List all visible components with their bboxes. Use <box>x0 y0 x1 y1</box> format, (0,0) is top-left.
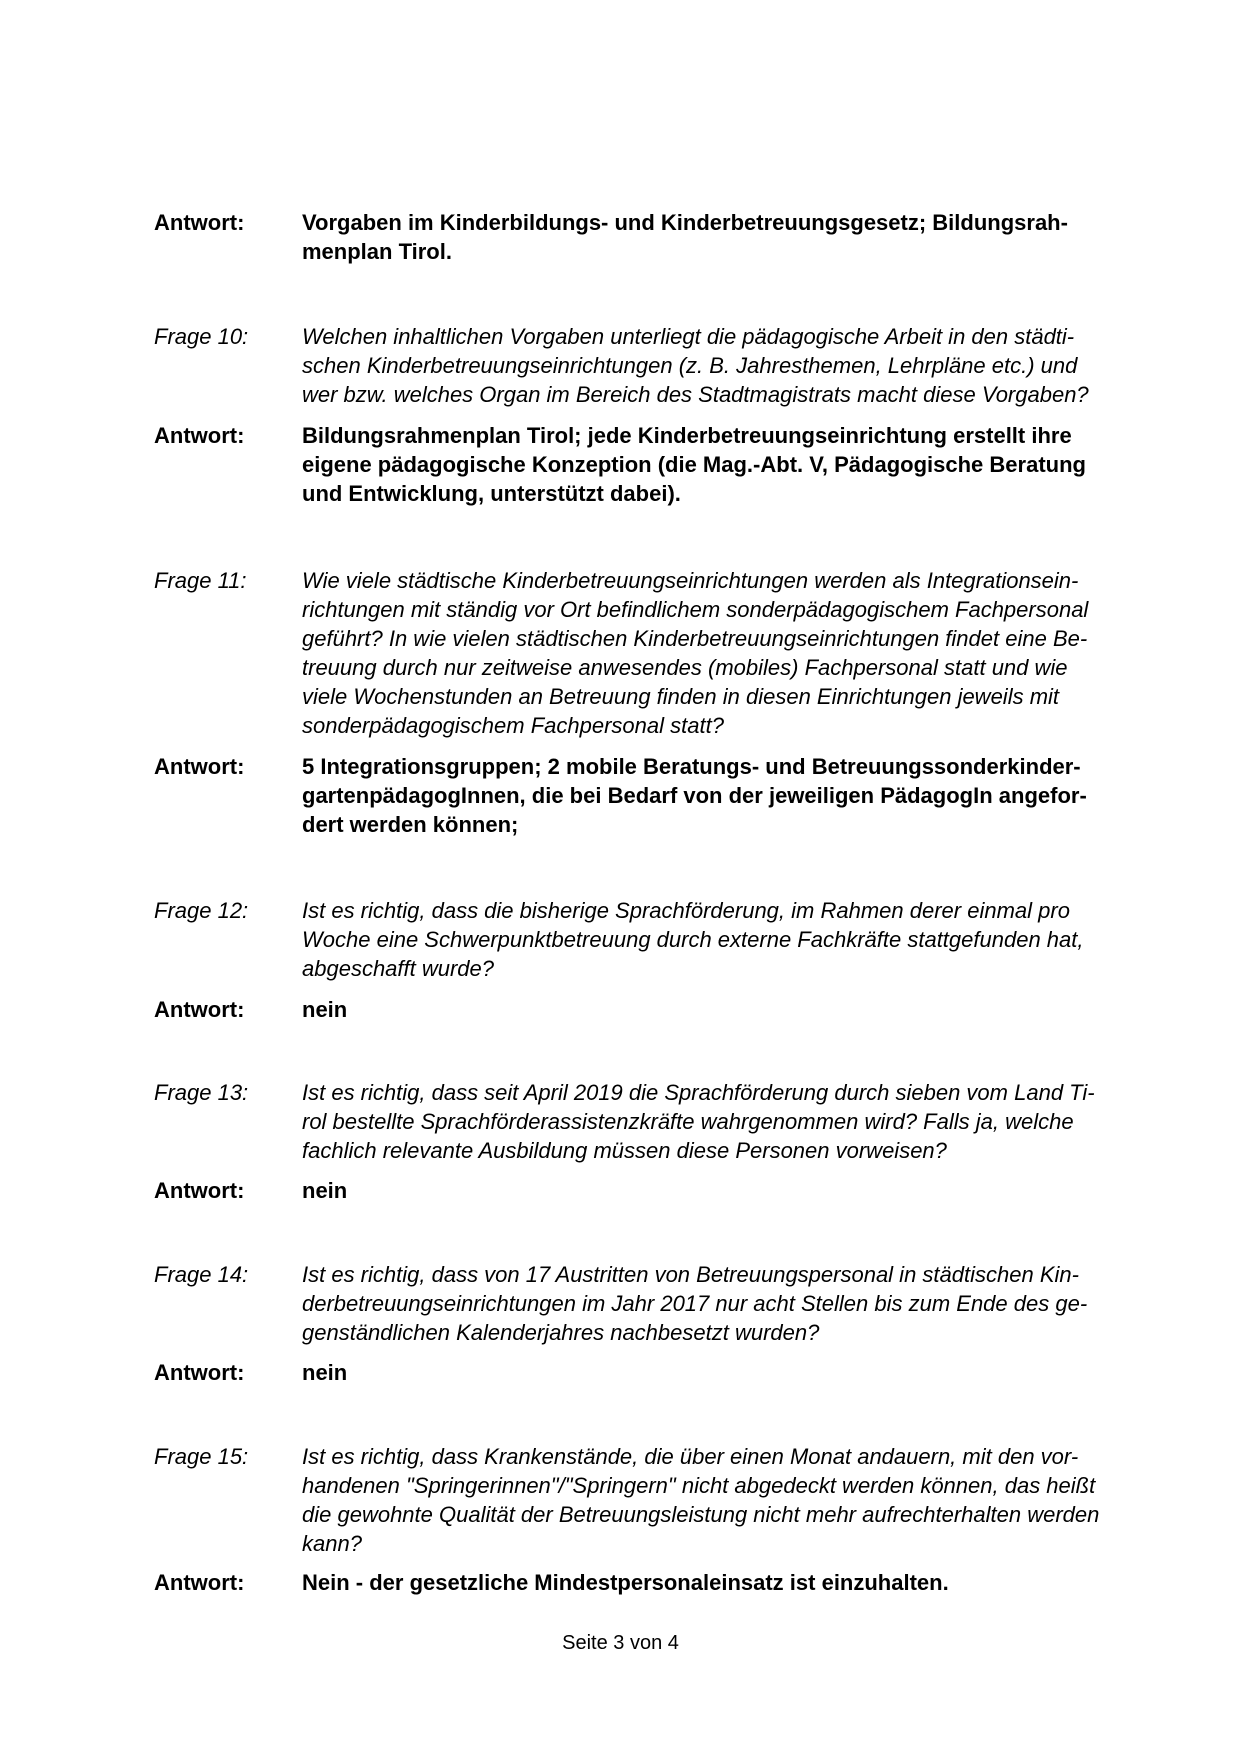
answer-row <box>154 1176 1134 1205</box>
question-row <box>154 1260 1134 1347</box>
question-text: Welchen inhaltlichen Vorgaben unterliegt die pädagogische Arbeit in den städti- schen Kinderbetreuungseinrichtungen (z. B. Jahresthemen, Lehrpläne etc.) und wer bzw. welches Organ im Bereich des Stadtmagistrats macht diese Vorgaben? <box>302 324 1089 407</box>
question-label: Frage 12: <box>154 898 249 923</box>
answer-text: Nein - der gesetzliche Mindestpersonaleinsatz ist einzuhalten. <box>302 1570 949 1595</box>
question-label: Frage 15: <box>154 1444 249 1469</box>
question-text: Ist es richtig, dass die bisherige Sprachförderung, im Rahmen derer einmal pro Woche eine Schwerpunktbetreuung durch externe Fachkräfte stattgefunden hat, abgeschafft wurde? <box>302 898 1084 981</box>
question-label: Frage 11: <box>154 568 247 593</box>
answer-text: nein <box>302 997 348 1022</box>
answer-text: Bildungsrahmenplan Tirol; jede Kinderbetreuungseinrichtung erstellt ihre eigene pädagogische Konzeption (die Mag.-Abt. V, Pädagogische Beratung und Entwicklung, unterstützt dabei). <box>302 423 1086 506</box>
question-text: Ist es richtig, dass von 17 Austritten von Betreuungspersonal in städtischen Kin- derbetreuungseinrichtungen im Jahr 2017 nur acht Stellen bis zum Ende des ge- genständlichen Kalenderjahres nachbesetzt wurden? <box>302 1262 1088 1345</box>
answer-label: Antwort: <box>154 210 245 235</box>
answer-label: Antwort: <box>154 1360 245 1385</box>
answer-row <box>154 208 1134 266</box>
question-block-10 <box>154 322 1134 409</box>
question-label: Frage 10: <box>154 324 249 349</box>
question-label: Frage 13: <box>154 1080 249 1105</box>
answer-block-9 <box>154 208 1134 266</box>
question-row <box>154 566 1134 740</box>
question-label: Frage 14: <box>154 1262 249 1287</box>
question-row <box>154 1078 1134 1165</box>
answer-label: Antwort: <box>154 1178 245 1203</box>
question-row <box>154 1442 1134 1558</box>
question-text: Ist es richtig, dass seit April 2019 die Sprachförderung durch sieben vom Land Ti- rol bestellte Sprachförderassistenzkräfte wahrgenommen wird? Falls ja, welche fachlich relevante Ausbildung müssen diese Personen vorweisen? <box>302 1080 1095 1163</box>
answer-block-12 <box>154 995 1134 1024</box>
answer-text: 5 Integrationsgruppen; 2 mobile Beratungs- und Betreuungssonderkinder- gartenpädagogInnen, die bei Bedarf von der jeweiligen PädagogIn angefor- dert werden können; <box>302 754 1087 837</box>
answer-row <box>154 995 1134 1024</box>
answer-block-14 <box>154 1358 1134 1387</box>
answer-row <box>154 1568 1134 1597</box>
question-block-11 <box>154 566 1134 740</box>
question-row <box>154 896 1134 983</box>
answer-row <box>154 1358 1134 1387</box>
answer-block-13 <box>154 1176 1134 1205</box>
answer-text: nein <box>302 1360 348 1385</box>
answer-block-10 <box>154 421 1134 508</box>
answer-text: nein <box>302 1178 348 1203</box>
answer-label: Antwort: <box>154 997 245 1022</box>
answer-block-15 <box>154 1568 1134 1597</box>
question-row <box>154 322 1134 409</box>
answer-label: Antwort: <box>154 1570 245 1595</box>
answer-label: Antwort: <box>154 423 245 448</box>
answer-label: Antwort: <box>154 754 245 779</box>
answer-block-11 <box>154 752 1134 839</box>
answer-row <box>154 752 1134 839</box>
question-text: Wie viele städtische Kinderbetreuungseinrichtungen werden als Integrationsein- richtungen mit ständig vor Ort befindlichem sonderpädagogischem Fachpersonal geführt? In wie vielen städtischen Kinderbetreuungseinrichtungen findet eine Be- treuung durch nur zeitweise anwesendes (mobiles) Fachpersonal statt und wie viele Wochenstunden an Betreuung finden in diesen Einrichtungen jeweils mit sonderpädagogischem Fachpersonal statt? <box>302 568 1089 738</box>
answer-text: Vorgaben im Kinderbildungs- und Kinderbetreuungsgesetz; Bildungsrah- menplan Tirol. <box>302 210 1068 264</box>
question-text: Ist es richtig, dass Krankenstände, die über einen Monat andauern, mit den vor- handenen "Springerinnen"/"Springern" nicht abgedeckt werden können, das heißt die gewohnte Qualität der Betreuungsleistung nicht mehr aufrechterhalten werden kann? <box>302 1444 1100 1556</box>
page-number: Seite 3 von 4 <box>562 1632 679 1654</box>
question-block-12 <box>154 896 1134 983</box>
question-block-13 <box>154 1078 1134 1165</box>
question-block-14 <box>154 1260 1134 1347</box>
question-block-15 <box>154 1442 1134 1558</box>
answer-row <box>154 421 1134 508</box>
